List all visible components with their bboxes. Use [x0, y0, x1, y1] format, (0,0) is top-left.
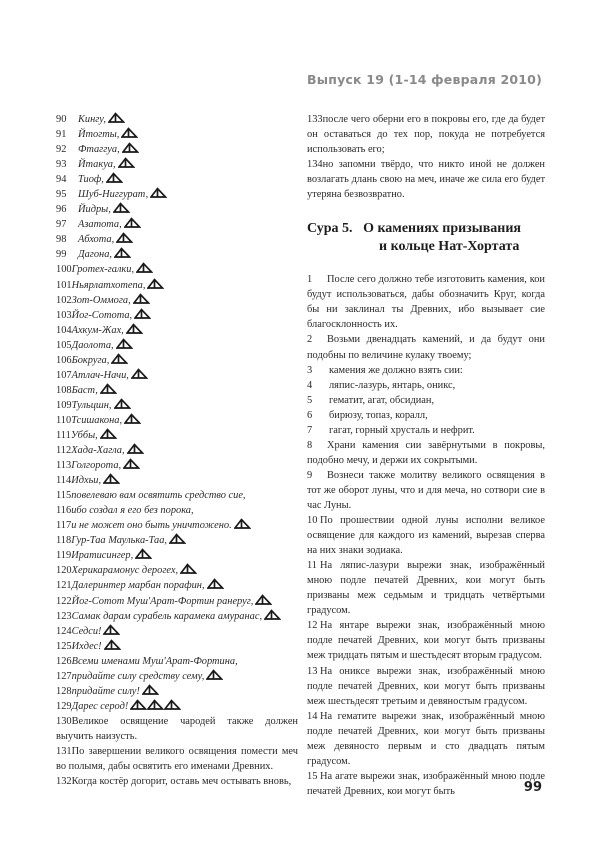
verse-text: Седси!	[71, 625, 102, 637]
rune-triangle-icon	[114, 247, 131, 258]
paragraph	[307, 558, 545, 618]
invocation-line	[56, 428, 298, 443]
rune-triangle-icon	[169, 533, 186, 544]
invocation-line	[56, 262, 298, 277]
rune-triangle-icon	[113, 202, 130, 213]
verse-text: повелеваю вам освятить средство сие,	[71, 490, 246, 502]
invocation-line	[56, 473, 298, 488]
verse-number: 14	[307, 710, 318, 722]
invocation-line	[56, 247, 298, 262]
right-paragraphs	[307, 272, 545, 362]
verse-number: 115	[56, 490, 72, 502]
invocation-line	[56, 157, 298, 172]
verse-number: 108	[56, 384, 72, 396]
verse-text: Вознеси также молитву великого освящения в тот же оборот луны, что и для меча, но сотвори сие в час Луны.	[307, 469, 545, 511]
rune-triangle-icon	[133, 293, 150, 304]
rune-triangle-icon	[142, 684, 159, 695]
verse-text: Великое освящение чародей также должен выучить наизусть.	[56, 715, 298, 742]
verse-number: 3	[307, 364, 313, 376]
verse-number: 126	[56, 655, 72, 667]
paragraph	[307, 709, 545, 769]
verse-number: 110	[56, 414, 72, 426]
verse-text: Атлач-Начи,	[71, 369, 129, 381]
verse-number: 111	[56, 429, 71, 441]
verse-number: 100	[56, 264, 72, 276]
verse-number: 92	[56, 144, 67, 156]
verse-number: 101	[56, 279, 72, 291]
verse-number: 124	[56, 625, 72, 637]
invocation-line	[56, 699, 298, 714]
right-column	[307, 112, 545, 799]
verse-text: гагат, горный хрусталь и нефрит.	[329, 424, 475, 436]
stone-list-item	[307, 363, 545, 378]
verse-number: 123	[56, 610, 72, 622]
rune-triangle-icon	[116, 338, 133, 349]
paragraph	[307, 618, 545, 663]
verse-text: Иратисингер,	[71, 550, 134, 562]
verse-text: На ляпис-лазури вырежи знак, изображённый мною подле печатей Древних, кои могут быть призваны меж седьмым и тридцать четвёртыми градусом.	[307, 560, 545, 617]
rune-triangle-icon	[206, 669, 223, 680]
verse-text: Гротех-галки,	[71, 264, 135, 276]
verse-text: Азатота,	[78, 219, 122, 231]
invocation-line	[56, 338, 298, 353]
rune-triangle-icon	[180, 563, 197, 574]
verse-text: Кингу,	[78, 114, 106, 125]
verse-text: По завершении великого освящения помести меч во полымя, дабы освятить его именами Древних.	[56, 745, 298, 773]
paragraph	[307, 468, 545, 513]
rune-triangle-icon	[134, 308, 151, 319]
verse-number: 133	[307, 114, 323, 125]
verse-text: На гематите вырежи знак, изображённый мною подле печатей Древних, кои могут быть призваны меж девяносто первым и сто двадцать пятым градусом.	[307, 710, 545, 767]
paragraph	[307, 272, 545, 332]
rune-triangle-icon	[147, 699, 164, 710]
verse-text: Ньярлатхотепа,	[71, 279, 146, 291]
paragraph	[307, 112, 545, 157]
verse-text: но запомни твёрдо, что никто иной не должен возлагать длань свою на меч, иначе же сила его будет утеряна безвозвратно.	[307, 159, 545, 201]
rune-triangle-icon	[124, 413, 141, 424]
verse-number: 129	[56, 700, 72, 712]
invocation-line	[56, 443, 298, 458]
rune-triangle-icon	[114, 398, 131, 409]
rune-triangle-icon	[104, 639, 121, 650]
verse-number: 131	[56, 745, 72, 757]
rune-triangle-icon	[147, 278, 164, 289]
verse-text: Даолота,	[71, 339, 114, 351]
rune-triangle-icon	[123, 458, 140, 469]
verse-number: 5	[307, 394, 313, 406]
verse-text: Дарес серод!	[71, 700, 129, 712]
verse-text: ляпис-лазурь, янтарь, оникс,	[329, 379, 456, 391]
verse-number: 1	[307, 274, 313, 286]
invocation-line	[56, 217, 298, 232]
rune-triangle-icon	[150, 187, 167, 198]
verse-text: Абхота,	[78, 234, 115, 246]
rune-triangle-icon	[126, 323, 143, 334]
verse-text: Уббы,	[70, 429, 98, 441]
invocation-line	[56, 594, 298, 609]
verse-text: Йтогты,	[78, 129, 120, 141]
verse-text: Шуб-Ниггурат,	[78, 189, 149, 201]
invocation-line	[56, 398, 298, 413]
verse-number: 96	[56, 204, 67, 216]
stone-list	[307, 363, 545, 438]
rune-triangle-icon	[207, 578, 224, 589]
rune-triangle-icon	[264, 609, 281, 620]
verse-text: Тиоф,	[78, 174, 104, 186]
invocation-line	[56, 654, 298, 669]
rune-triangle-icon	[103, 624, 120, 635]
paragraph	[56, 744, 298, 774]
verse-number: 120	[56, 565, 72, 577]
invocation-line	[56, 232, 298, 247]
verse-number: 13	[307, 665, 318, 677]
verse-text: Возьми двенадцать камений, и да будут они подобны по величине кулаку твоему;	[307, 334, 545, 361]
verse-number: 114	[56, 475, 72, 487]
section-title-line1: О камениях призывания	[363, 221, 522, 237]
invocation-line	[56, 368, 298, 383]
verse-number: 105	[56, 339, 72, 351]
invocation-line	[56, 112, 298, 127]
verse-text: Ихдес!	[71, 640, 102, 652]
rune-triangle-icon	[121, 127, 138, 138]
section-heading	[307, 220, 545, 256]
verse-number: 106	[56, 354, 72, 366]
verse-text: Бокруга,	[71, 354, 110, 366]
invocation-line	[56, 533, 298, 548]
invocation-list	[56, 112, 298, 714]
invocation-line	[56, 187, 298, 202]
stone-list-item	[307, 393, 545, 408]
verse-number: 125	[56, 640, 72, 652]
verse-number: 95	[56, 189, 67, 201]
invocation-line	[56, 669, 298, 684]
verse-number: 122	[56, 595, 72, 607]
invocation-line	[56, 458, 298, 473]
paragraph	[307, 157, 545, 202]
verse-text: Хада-Хагла,	[71, 445, 125, 457]
verse-text: Йог-Сотот Муш'Арат-Фортин ранеруг,	[71, 595, 254, 607]
invocation-line	[56, 278, 298, 293]
verse-number: 99	[56, 249, 67, 261]
verse-text: Тульцшн,	[71, 399, 112, 411]
verse-number: 10	[307, 515, 318, 527]
invocation-line	[56, 127, 298, 142]
verse-text: Храни камения сии завёрнутыми в покровы, подобно мечу, и держи их сокрытыми.	[307, 439, 545, 466]
rune-triangle-icon	[106, 172, 123, 183]
paragraph	[307, 769, 545, 799]
verse-text: придайте силу средству сему,	[71, 670, 205, 682]
invocation-line	[56, 293, 298, 308]
rune-triangle-icon	[127, 443, 144, 454]
verse-text: Когда костёр догорит, оставь меч остывать вновь,	[71, 776, 292, 788]
verse-number: 130	[56, 715, 72, 727]
verse-number: 6	[307, 409, 313, 421]
rune-triangle-icon	[100, 383, 117, 394]
verse-number: 7	[307, 424, 313, 436]
verse-text: Йтакуа,	[78, 159, 116, 171]
rune-triangle-icon	[124, 217, 141, 228]
issue-header: Выпуск 19 (1-14 февраля 2010)	[307, 72, 542, 87]
verse-text: Голгорота,	[71, 460, 122, 472]
left-paragraphs	[56, 714, 298, 789]
rune-triangle-icon	[108, 112, 125, 123]
right-bottom-paragraphs	[307, 438, 545, 799]
paragraph	[307, 438, 545, 468]
rune-triangle-icon	[118, 157, 135, 168]
verse-text: Идхьи,	[71, 475, 102, 487]
invocation-line	[56, 563, 298, 578]
verse-number: 112	[56, 445, 72, 457]
verse-number: 109	[56, 399, 72, 411]
invocation-line	[56, 503, 298, 518]
invocation-line	[56, 639, 298, 654]
section-label: Сура 5.	[307, 221, 353, 237]
verse-number: 8	[307, 439, 313, 451]
invocation-line	[56, 202, 298, 217]
rune-triangle-icon	[130, 699, 147, 710]
verse-number: 117	[56, 520, 72, 532]
verse-number: 94	[56, 174, 67, 186]
rune-triangle-icon	[164, 699, 181, 710]
invocation-line	[56, 142, 298, 157]
invocation-line	[56, 413, 298, 428]
verse-text: Херикарамонус дерогех,	[71, 565, 179, 577]
verse-number: 103	[56, 309, 72, 321]
invocation-line	[56, 488, 298, 503]
invocation-line	[56, 548, 298, 563]
invocation-line	[56, 609, 298, 624]
rune-triangle-icon	[100, 428, 117, 439]
invocation-line	[56, 684, 298, 699]
invocation-line	[56, 383, 298, 398]
verse-text: бирюзу, топаз, коралл,	[329, 409, 428, 421]
verse-number: 134	[307, 159, 323, 171]
invocation-line	[56, 578, 298, 593]
verse-text: ибо создал я его без порока,	[71, 505, 194, 517]
verse-number: 121	[56, 580, 72, 592]
verse-number: 113	[56, 460, 72, 472]
verse-text: Самак дарам сурабель карамека амуранас,	[71, 610, 263, 622]
verse-text: Йидры,	[78, 204, 111, 216]
verse-number: 128	[56, 685, 72, 697]
rune-triangle-icon	[122, 142, 139, 153]
verse-text: и не может оно быть уничтожено.	[71, 520, 232, 532]
verse-text: На янтаре вырежи знак, изображённый мною подле печатей Древних, кои могут быть призваны меж тридцать пятым и шестьдесят вторым градусом.	[307, 620, 545, 662]
left-column	[56, 112, 298, 789]
paragraph	[56, 714, 298, 744]
section-title-line2: и кольце Нат-Хортата	[379, 239, 520, 255]
verse-text: После сего должно тебе изготовить камения, кои будут использоваться, дабы обозначить Круг, когда бы ни заклинал ты Древних, ибо вызывает сие благосклонность их.	[307, 274, 545, 331]
verse-text: Йог-Сотота,	[71, 309, 133, 321]
invocation-line	[56, 353, 298, 368]
verse-number: 132	[56, 776, 72, 788]
invocation-line	[56, 172, 298, 187]
verse-text: Гур-Таа Маулька-Таа,	[71, 535, 167, 547]
invocation-line	[56, 624, 298, 639]
verse-number: 97	[56, 219, 67, 231]
verse-number: 15	[307, 770, 318, 782]
verse-number: 12	[307, 620, 318, 632]
rune-triangle-icon	[103, 473, 120, 484]
rune-triangle-icon	[131, 368, 148, 379]
verse-text: На ониксе вырежи знак, изображённый мною подле печатей Древних, кои могут быть призваны меж шестьдесят третьим и девяностым градусом.	[307, 665, 545, 707]
invocation-line	[56, 323, 298, 338]
rune-triangle-icon	[135, 548, 152, 559]
verse-text: придайте силу!	[71, 685, 140, 697]
verse-number: 102	[56, 294, 72, 306]
verse-number: 4	[307, 379, 313, 391]
rune-triangle-icon	[111, 353, 128, 364]
verse-text: Дагона,	[78, 249, 113, 261]
verse-text: Всеми именами Муш'Арат-Фортина,	[71, 655, 238, 667]
invocation-line	[56, 518, 298, 533]
paragraph	[307, 332, 545, 362]
invocation-line	[56, 308, 298, 323]
verse-number: 11	[307, 560, 318, 572]
stone-list-item	[307, 423, 545, 438]
verse-number: 119	[56, 550, 72, 562]
paragraph	[307, 664, 545, 709]
rune-triangle-icon	[116, 232, 133, 243]
paragraph	[307, 513, 545, 558]
verse-number: 118	[56, 535, 72, 547]
rune-triangle-icon	[234, 518, 251, 529]
verse-text: Ахкум-Жах,	[71, 324, 124, 336]
verse-number: 104	[56, 324, 72, 336]
verse-text: На агате вырежи знак, изображённый мною подле печатей Древних, кои могут быть	[307, 770, 545, 797]
rune-triangle-icon	[136, 262, 153, 273]
verse-number: 93	[56, 159, 67, 171]
right-top-paragraphs	[307, 112, 545, 202]
verse-number: 9	[307, 469, 313, 481]
verse-number: 98	[56, 234, 67, 246]
verse-number: 2	[307, 334, 313, 346]
page-number: 99	[523, 780, 542, 795]
stone-list-item	[307, 378, 545, 393]
stone-list-item	[307, 408, 545, 423]
verse-text: По прошествии одной луны исполни великое освящение для каждого из камений, вырезав сперва на них знаки зодиака.	[307, 515, 545, 557]
rune-triangle-icon	[255, 594, 272, 605]
verse-number: 127	[56, 670, 72, 682]
verse-text: Фтаггуа,	[78, 144, 120, 156]
verse-text: Зот-Оммога,	[71, 294, 131, 306]
verse-text: камения же должно взять сии:	[329, 364, 463, 376]
verse-number: 90	[56, 114, 67, 125]
paragraph	[56, 774, 298, 789]
verse-number: 116	[56, 505, 72, 517]
verse-text: гематит, агат, обсидиан,	[329, 394, 435, 406]
verse-text: после чего оберни его в покровы его, где да будет он оставаться до тех пор, покуда не потребуется использовать его;	[307, 114, 545, 156]
verse-text: Тсишакона,	[71, 414, 123, 426]
verse-number: 107	[56, 369, 72, 381]
verse-number: 91	[56, 129, 67, 141]
verse-text: Баст,	[71, 384, 98, 396]
verse-text: Далеринтер марбан порафин,	[71, 580, 205, 592]
